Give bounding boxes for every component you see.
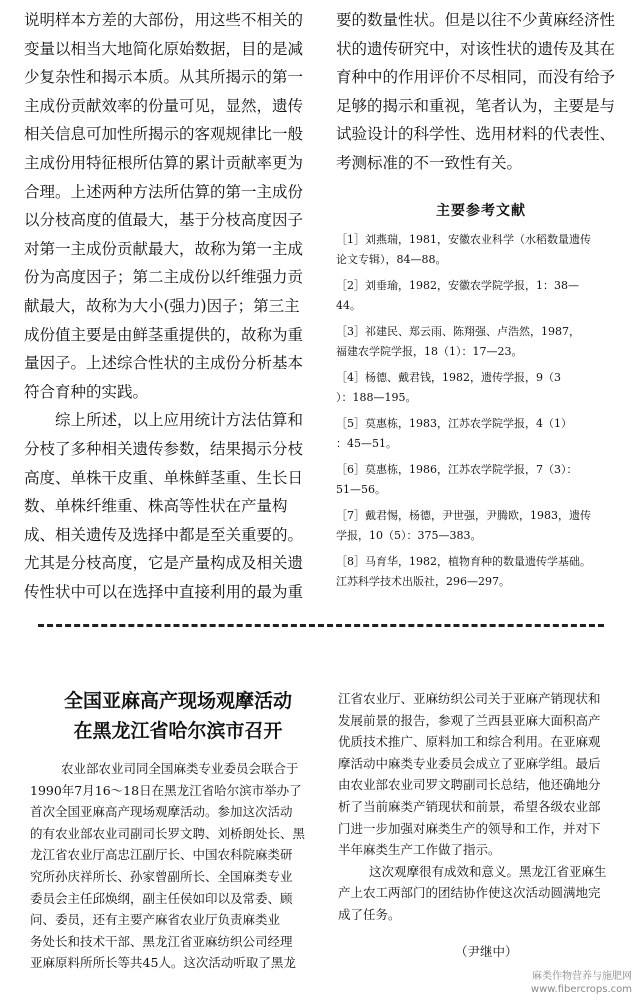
left-para-1 [24,6,314,406]
text-line: 状的遗传研究中，对该性状的遗传及其在 [336,39,616,58]
text-line: 要的数量性状。但是以往不少黄麻经济性 [336,11,616,29]
text-line: 育种中的作用评价不尽相同，而没有给予 [336,68,616,87]
text-line: 对第一主成份贡献最大，故称为第一主成 [24,239,304,258]
text-line: 半年麻类生产工作做了指示。 [338,842,501,858]
text-line: 亚麻原料所所长等共45人。这次活动听取了黑龙 [30,955,296,971]
text-line: 综上所述，以上应用统计方法估算和 [55,411,304,430]
text-line: 委员会主任邱焕纲，副主任侯如印以及常委、顾 [30,890,293,906]
text-line: 龙江省农业厅高忠江副厅长、中国农科院麻类研 [30,847,293,863]
reference-line: 学报，10（5）：375—383。 [336,528,482,542]
news-title [30,686,326,746]
reference-line: ：45—51。 [336,436,397,450]
text-line: 变量以相当大地简化原始数据，目的是减 [24,39,304,58]
reference-line: ）：188—195。 [336,390,417,404]
text-line: 江省农业厅、亚麻纺织公司关于亚麻产销现状和 [338,691,601,706]
reference-line: 44。 [336,298,361,312]
watermark [531,970,632,996]
text-line: 尤其是分枝高度，它是产量构成及相关遗 [24,554,304,573]
reference-item [336,552,626,592]
text-line: 以分枝高度的值最大，基于分枝高度因子 [24,211,304,230]
text-line: 份为高度因子；第二主成份以纤维强力贡 [24,268,304,287]
news-title-line-1: 全国亚麻高产现场观摩活动 [63,690,292,712]
reference-item [336,414,626,454]
article-right-column [336,6,626,598]
reference-item [336,322,626,362]
text-line: 少复杂性和揭示本质。从其所揭示的第一 [24,68,304,87]
references-list [336,230,626,592]
text-line: 分枝了多种相关遗传参数，结果揭示分枝 [24,439,304,458]
text-line: 农业部农业司同全国麻类专业委员会联合于 [61,761,299,776]
text-line: 门进一步加强对麻类生产的领导和工作，并对下 [338,820,601,836]
reference-item [336,368,626,408]
text-line: 产上农工两部门的团结协作使这次活动圆满地完 [338,885,601,901]
news-right-column [338,688,618,926]
text-line: 高度、单株干皮重、单株鲜茎重、生长日 [24,468,304,487]
reference-line: ［5］莫惠栋，1983，江苏农学院学报，4（1） [336,416,572,430]
reference-line: ［4］杨德、戴君钱，1982，遗传学报，9（3 [336,370,561,384]
reference-line: ［2］刘垂瑜，1982，安徽农学院学报，1：38— [336,278,579,292]
reference-line: ［3］祁建民、郑云雨、陈翔强、卢浩然，1987， [336,324,580,338]
reference-line: 福建农学院学报，18（1）：17—23。 [336,344,523,358]
text-line: 摩活动中麻类专业委员会成立了亚麻学组。最后 [338,755,601,771]
text-line: 相关信息可加性所揭示的客观规律比一般 [24,125,304,144]
article-left-column [24,6,314,606]
text-line: 合理。上述两种方法所估算的第一主成份 [24,182,304,201]
text-line: 1990年7月16～18日在黑龙江省哈尔滨市举办了 [30,782,302,798]
watermark-line-2: www.fibercrops.com [530,984,632,995]
text-line: 的有农业部农业司副司长罗文聘、刘桥朗处长、黑 [30,825,306,841]
text-line: 优质技术推广、原料加工和综合利用。在亚麻观 [338,734,601,750]
reference-item [336,230,626,270]
reference-line: ［1］刘燕瑞，1981，安徽农业科学（水稻数量遗传 [336,232,591,246]
text-line: 成份值主要是由鲜茎重提供的，故称为重 [24,325,304,344]
reference-line: ［7］戴君惕，杨德，尹世强，尹腾欧，1983，遗传 [336,508,591,522]
watermark-line-1: 麻类作物营养与施肥网 [532,971,632,982]
text-line: 献最大，故称为大小(强力)因子；第三主 [24,296,300,315]
text-line: 务处长和技术干部、黑龙江省亚麻纺织公司经理 [30,933,293,949]
reference-line: 论文专辑），84—88。 [336,252,447,266]
references-title: 主要参考文献 [436,202,526,219]
text-line: 成了任务。 [338,906,401,922]
left-para-2 [24,406,314,606]
section-divider [38,624,604,627]
text-line: 问、委员，还有主要产麻省农业厅负责麻类业 [30,912,281,928]
text-line: 成、相关遗传及选择中都是至关重要的。 [24,525,304,544]
reference-line: 51—56。 [336,482,386,496]
reference-line: 江苏科学技术出版社，296—297。 [336,574,510,588]
reference-line: ［6］莫惠栋，1986，江苏农学院学报，7（3）： [336,462,578,476]
news-signature: （尹继中） [455,944,518,959]
text-line: 主成份贡献效率的份量可见，显然，遗传 [24,96,304,115]
text-line: 试验设计的科学性、选用材料的代表性、 [336,125,616,144]
text-line: 主成份用特征根所估算的累计贡献率更为 [24,153,304,172]
right-para [336,6,626,178]
reference-item [336,276,626,316]
reference-item [336,506,626,546]
reference-item [336,460,626,500]
text-line: 数、单株纤维重、株高等性状在产量构 [24,497,288,516]
reference-line: ［8］马育华，1982，植物育种的数量遗传学基础。 [336,554,591,568]
text-line: 足够的揭示和重视，笔者认为，主要是与 [336,96,616,115]
text-line: 符合育种的实践。 [24,382,149,401]
text-line: 传性状中可以在选择中直接利用的最为重 [24,582,304,601]
text-line: 这次观摩很有成效和意义。黑龙江省亚麻生 [369,863,607,879]
text-line: 析了当前麻类产销现状和前景，希望各级农业部 [338,798,601,814]
news-title-line-2: 在黑龙江省哈尔滨市召开 [73,720,283,742]
text-line: 由农业部农业司罗文聘副司长总结，他还确地分 [338,777,601,793]
text-line: 考测标准的不一致性有关。 [336,153,523,172]
text-line: 发展前景的报告，参观了兰西县亚麻大面积高产 [338,712,601,728]
text-line: 首次全国亚麻高产现场观摩活动。参加这次活动 [30,804,293,820]
text-line: 说明样本方差的大部份，用这些不相关的 [24,11,304,29]
news-left-column [30,758,330,974]
text-line: 量因子。上述综合性状的主成份分析基本 [24,354,304,373]
text-line: 究所孙庆祥所长、孙家曾副所长、全国麻类专业 [30,868,293,884]
